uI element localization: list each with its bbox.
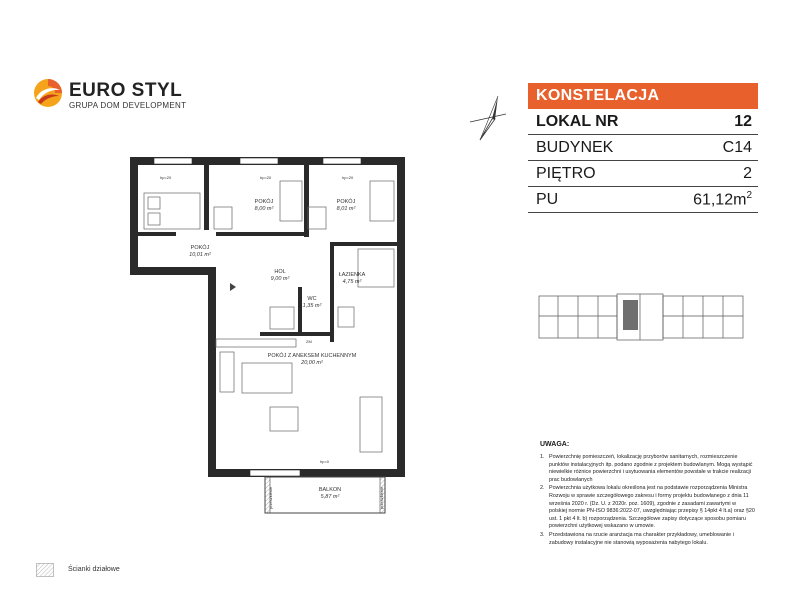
lokal-value: 12 <box>734 112 752 130</box>
window-height-label-3: hp=20 <box>342 175 354 180</box>
budynek-label: BUDYNEK <box>536 138 614 156</box>
floor-plan <box>130 157 405 517</box>
brand-name: EURO STYL <box>69 80 183 101</box>
room-area-balcony: 5,87 m² <box>320 494 340 500</box>
note-item <box>540 485 755 531</box>
note-text: Powierzchnia użytkowa lokalu określona jest na podstawie rozporządzenia Ministra Rozwoju w sprawie szczegółowego zakresu i formy projektu budowlanego z dnia 11 września 2020 r. (Dz. U. z 2020r. poz. 1609), zgodnie z zasadami zawartymi w polskiej normie PN-ISO 9836:2022-07, uwzględniając przepisy § 14pkt 4 lt.a) oraz §20 ust. 1 pkt 4 lt. b) rozporządzenia. Szczegółowe zapisy dotyczące sposobu pomiaru powierzchni użytkowej wskazano w umowie. <box>549 485 755 530</box>
unit-info-panel <box>528 83 758 213</box>
room-area-bathroom: 4,75 m² <box>342 279 362 285</box>
window-height-label-1: hp=20 <box>160 175 172 180</box>
euro-styl-logo-icon <box>33 78 63 108</box>
brand-subtitle: GRUPA DOM DEVELOPMENT <box>69 101 187 110</box>
pu-value <box>693 190 752 209</box>
partition-wall-legend-icon <box>36 563 54 577</box>
room-area-bedroom-1: 10,01 m² <box>189 252 211 258</box>
lokal-label: LOKAL NR <box>536 112 619 130</box>
exterior-walls <box>130 157 405 477</box>
room-area-bedroom-3: 8,01 m² <box>336 206 356 212</box>
building-key-plan <box>538 292 744 344</box>
room-area-wc: 1,35 m² <box>302 303 322 309</box>
pietro-label: PIĘTRO <box>536 164 596 182</box>
room-label-balcony: BALKON <box>318 487 342 493</box>
window-height-label-4: hp=0 <box>320 459 330 464</box>
entrance-arrow-icon <box>230 283 236 291</box>
room-label-bathroom: ŁAZIENKA <box>338 272 366 278</box>
glazing-label-left: przeszklenie <box>268 486 273 509</box>
notes-list <box>540 454 755 548</box>
pietro-row <box>528 161 758 187</box>
room-area-living-kitchen: 20,00 m² <box>301 360 323 366</box>
note-item <box>540 454 755 484</box>
note-number: 2. <box>540 485 545 492</box>
room-label-bedroom-3: POKÓJ <box>336 199 356 205</box>
furniture <box>144 181 394 452</box>
glazing-label-right: przeszklenie <box>379 486 384 509</box>
interior-walls <box>138 165 400 342</box>
notes-title: UWAGA: <box>540 441 570 448</box>
zm-label: ZM <box>306 339 312 344</box>
budynek-value: C14 <box>722 138 752 156</box>
note-number: 3. <box>540 531 545 538</box>
legend-label: Ścianki działowe <box>68 566 120 573</box>
room-label-bedroom-1: POKÓJ <box>190 245 210 251</box>
room-label-living-kitchen: POKÓJ Z ANEKSEM KUCHENNYM <box>267 353 357 359</box>
note-text: Powierzchnię pomieszczeń, lokalizację przyborów sanitarnych, rozmieszczenie punktów instalacyjnych itp. podano zgodnie z projektem budowlanym. Mogą wystąpić niewielkie różnice powierzchni i usytuowania elementów powstałe w trakcie realizacji prac budowlanych <box>549 454 753 483</box>
room-label-bedroom-2: POKÓJ <box>254 199 274 205</box>
pu-unit-superscript: 2 <box>746 189 752 201</box>
pu-label: PU <box>536 190 559 208</box>
room-label-wc: WC <box>307 296 317 302</box>
room-label-hall: HOL <box>274 269 286 275</box>
budynek-row <box>528 135 758 161</box>
highlighted-unit <box>623 300 638 330</box>
key-plan-outline <box>539 294 743 340</box>
pu-row <box>528 187 758 213</box>
pu-area: 61,12m <box>693 191 747 209</box>
room-area-bedroom-2: 8,00 m² <box>254 206 274 212</box>
window-height-label-2: hp=20 <box>260 175 272 180</box>
project-name: KONSTELACJA <box>528 83 758 109</box>
pietro-value: 2 <box>743 164 752 182</box>
note-text: Przedstawiona na rzucie aranżacja ma charakter przykładowy, umeblowanie i zabudowy instalacyjne nie stanowią wyposażenia nabytego lokalu. <box>549 531 734 546</box>
note-number: 1. <box>540 454 545 460</box>
north-arrow-icon <box>462 92 514 144</box>
note-item <box>540 532 755 547</box>
room-area-hall: 9,00 m² <box>270 276 290 282</box>
lokal-row <box>528 109 758 135</box>
